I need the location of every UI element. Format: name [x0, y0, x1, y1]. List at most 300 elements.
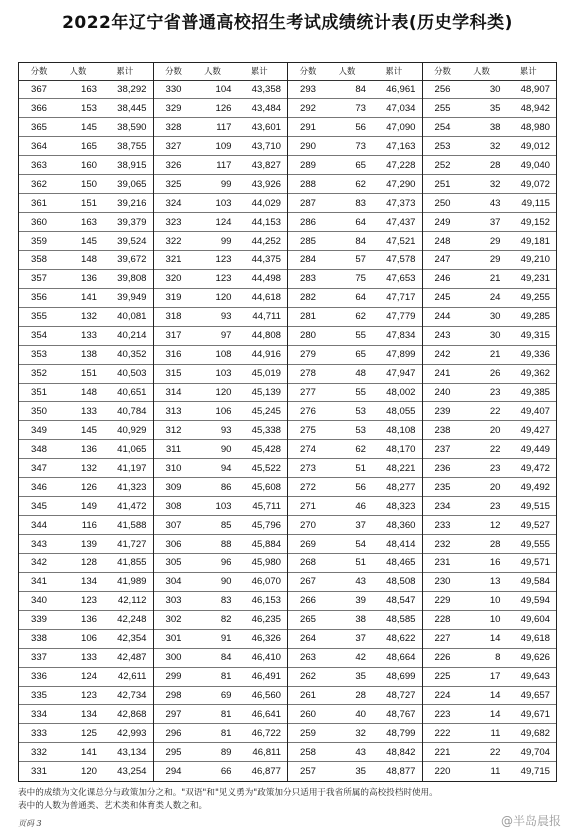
count-cell: 148 [80, 387, 97, 399]
count-cell: 66 [220, 766, 232, 778]
cumulative-cell: 40,081 [117, 311, 147, 323]
count-cell: 99 [220, 178, 232, 190]
score-cell: 237 [434, 443, 451, 455]
count-cell: 30 [489, 311, 501, 323]
cumulative-cell: 48,799 [386, 727, 416, 739]
count-cell: 73 [355, 102, 366, 114]
cumulative-cell: 46,070 [251, 576, 281, 588]
score-cell: 292 [299, 102, 316, 114]
score-cell: 279 [299, 349, 316, 361]
score-cell: 236 [434, 462, 451, 474]
score-cell: 284 [299, 254, 316, 266]
score-cell: 273 [299, 462, 316, 474]
header-score: 分数 [434, 66, 451, 77]
score-cell: 355 [30, 311, 47, 323]
count-cell: 145 [80, 424, 97, 436]
table-row [19, 175, 153, 194]
score-cell: 360 [30, 216, 47, 228]
count-cell: 73 [355, 140, 366, 152]
count-cell: 28 [489, 538, 501, 550]
score-cell: 225 [434, 671, 451, 683]
cumulative-cell: 49,012 [520, 140, 550, 152]
count-cell: 11 [490, 766, 501, 778]
count-cell: 124 [80, 671, 97, 683]
count-cell: 56 [355, 481, 366, 493]
cumulative-cell: 41,855 [117, 557, 147, 569]
cumulative-cell: 40,352 [117, 349, 147, 361]
table-row [19, 440, 153, 459]
table-row [423, 478, 557, 497]
count-cell: 84 [220, 652, 232, 664]
cumulative-cell: 39,216 [117, 197, 147, 209]
cumulative-cell: 49,515 [520, 500, 550, 512]
score-cell: 324 [165, 197, 182, 209]
score-cell: 285 [299, 235, 316, 247]
cumulative-cell: 45,019 [251, 368, 281, 380]
cumulative-cell: 45,608 [251, 481, 281, 493]
count-cell: 88 [220, 538, 232, 550]
table-row [288, 194, 422, 213]
score-cell: 341 [30, 576, 47, 588]
count-cell: 62 [355, 443, 366, 455]
table-row [423, 724, 557, 743]
table-row [154, 175, 288, 194]
count-cell: 32 [489, 140, 501, 152]
cumulative-cell: 48,664 [386, 652, 416, 664]
count-cell: 40 [355, 708, 366, 720]
table-row [19, 459, 153, 478]
score-cell: 342 [30, 557, 47, 569]
score-cell: 346 [30, 481, 47, 493]
header-cum: 累计 [250, 66, 268, 77]
table-row [423, 743, 557, 762]
cumulative-cell: 46,491 [251, 671, 281, 683]
count-cell: 64 [355, 292, 366, 304]
header-count: 人数 [338, 66, 356, 77]
score-cell: 267 [299, 576, 316, 588]
cumulative-cell: 42,611 [117, 671, 147, 683]
cumulative-cell: 49,492 [520, 481, 550, 493]
count-cell: 22 [489, 443, 501, 455]
count-cell: 8 [495, 652, 501, 664]
count-cell: 14 [489, 690, 501, 702]
table-row [423, 175, 557, 194]
score-cell: 339 [30, 614, 47, 626]
cumulative-cell: 44,029 [251, 197, 281, 209]
score-cell: 305 [165, 557, 182, 569]
cumulative-cell: 47,653 [386, 273, 416, 285]
table-row [154, 421, 288, 440]
score-cell: 367 [30, 84, 47, 96]
cumulative-cell: 49,682 [520, 727, 550, 739]
count-cell: 37 [355, 519, 366, 531]
score-cell: 298 [165, 690, 182, 702]
table-row [154, 289, 288, 308]
cumulative-cell: 49,210 [520, 254, 550, 266]
cumulative-cell: 48,907 [520, 84, 550, 96]
cumulative-cell: 44,375 [251, 254, 281, 266]
score-cell: 296 [165, 727, 182, 739]
cumulative-cell: 43,710 [251, 140, 281, 152]
count-cell: 125 [80, 727, 97, 739]
score-cell: 329 [165, 102, 182, 114]
score-cell: 264 [299, 633, 316, 645]
table-row [288, 99, 422, 118]
cumulative-cell: 46,811 [252, 746, 281, 758]
score-cell: 333 [30, 727, 47, 739]
count-cell: 153 [80, 102, 97, 114]
table-row [423, 232, 557, 251]
cumulative-cell: 48,055 [386, 405, 416, 417]
table-header [423, 63, 557, 81]
table-row [423, 81, 557, 100]
count-cell: 43 [355, 746, 366, 758]
footnote-2: 表中的人数为普通类、艺术类和体育类人数之和。 [18, 801, 208, 811]
count-cell: 56 [355, 121, 366, 133]
cumulative-cell: 47,437 [386, 216, 416, 228]
score-cell: 328 [165, 121, 182, 133]
table-row [19, 705, 153, 724]
score-cell: 243 [434, 330, 451, 342]
cumulative-cell: 44,252 [251, 235, 281, 247]
score-cell: 262 [299, 671, 316, 683]
score-cell: 263 [299, 652, 316, 664]
table-row [423, 365, 557, 384]
table-row [19, 592, 153, 611]
table-row [154, 724, 288, 743]
score-cell: 332 [30, 746, 47, 758]
count-cell: 82 [220, 614, 232, 626]
count-cell: 106 [215, 405, 232, 417]
table-row [423, 440, 557, 459]
cumulative-cell: 48,221 [386, 462, 416, 474]
score-cell: 268 [299, 557, 316, 569]
count-cell: 21 [489, 349, 501, 361]
table-row [288, 384, 422, 403]
count-cell: 48 [355, 368, 366, 380]
count-cell: 65 [355, 159, 366, 171]
cumulative-cell: 39,949 [117, 292, 147, 304]
cumulative-cell: 47,899 [386, 349, 416, 361]
count-cell: 39 [355, 595, 366, 607]
score-cell: 242 [434, 349, 451, 361]
count-cell: 136 [80, 273, 97, 285]
count-cell: 38 [489, 121, 501, 133]
count-cell: 23 [489, 462, 501, 474]
table-row [423, 156, 557, 175]
count-cell: 151 [80, 368, 97, 380]
score-cell: 289 [299, 159, 316, 171]
table-row [19, 762, 153, 781]
count-cell: 99 [220, 235, 232, 247]
count-cell: 163 [80, 84, 97, 96]
cumulative-cell: 46,560 [251, 690, 281, 702]
score-cell: 338 [30, 633, 47, 645]
score-cell: 356 [30, 292, 47, 304]
table-row [19, 421, 153, 440]
score-cell: 366 [30, 102, 47, 114]
cumulative-cell: 48,547 [386, 595, 416, 607]
cumulative-cell: 38,915 [117, 159, 147, 171]
table-row [19, 724, 153, 743]
table-row [288, 81, 422, 100]
table-row [288, 289, 422, 308]
count-cell: 37 [489, 216, 501, 228]
table-row [19, 99, 153, 118]
count-cell: 75 [355, 273, 366, 285]
table-row [423, 687, 557, 706]
table-row [288, 327, 422, 346]
cumulative-cell: 49,115 [521, 197, 550, 209]
score-cell: 282 [299, 292, 316, 304]
count-cell: 128 [80, 557, 97, 569]
table-row [423, 118, 557, 137]
count-cell: 150 [80, 178, 97, 190]
cumulative-cell: 42,248 [117, 614, 147, 626]
count-cell: 30 [489, 330, 501, 342]
score-cell: 294 [165, 766, 182, 778]
count-cell: 54 [355, 538, 366, 550]
score-cell: 231 [434, 557, 451, 569]
score-cell: 343 [30, 538, 47, 550]
footnotes [18, 787, 563, 813]
table-row [154, 137, 288, 156]
count-cell: 32 [489, 178, 501, 190]
score-cell: 277 [299, 387, 316, 399]
cumulative-cell: 48,277 [386, 481, 416, 493]
table-row [423, 194, 557, 213]
table-row [19, 156, 153, 175]
cumulative-cell: 48,622 [386, 633, 416, 645]
score-cell: 255 [434, 102, 451, 114]
table-row [423, 649, 557, 668]
table-row [154, 554, 288, 573]
cumulative-cell: 49,555 [520, 538, 550, 550]
count-cell: 22 [489, 746, 501, 758]
cumulative-cell: 45,139 [251, 387, 281, 399]
score-cell: 286 [299, 216, 316, 228]
table-row [19, 365, 153, 384]
cumulative-cell: 49,231 [520, 273, 550, 285]
score-cell: 325 [165, 178, 182, 190]
cumulative-cell: 45,428 [251, 443, 281, 455]
count-cell: 23 [489, 387, 501, 399]
table-row [288, 724, 422, 743]
cumulative-cell: 38,445 [117, 102, 147, 114]
count-cell: 103 [215, 500, 232, 512]
cumulative-cell: 49,152 [520, 216, 550, 228]
count-cell: 132 [80, 462, 97, 474]
table-row [19, 573, 153, 592]
count-cell: 136 [80, 443, 97, 455]
cumulative-cell: 44,808 [251, 330, 281, 342]
table-row [423, 705, 557, 724]
cumulative-cell: 48,508 [386, 576, 416, 588]
cumulative-cell: 49,285 [520, 311, 550, 323]
cumulative-cell: 49,315 [520, 330, 550, 342]
header-score: 分数 [165, 66, 182, 77]
cumulative-cell: 49,715 [520, 766, 550, 778]
table-row [19, 535, 153, 554]
count-cell: 123 [80, 690, 97, 702]
count-cell: 86 [220, 481, 232, 493]
cumulative-cell: 47,373 [386, 197, 416, 209]
watermark: @半岛晨报 [500, 814, 561, 828]
count-cell: 57 [355, 254, 366, 266]
table-row [154, 346, 288, 365]
count-cell: 35 [355, 671, 366, 683]
cumulative-cell: 48,842 [386, 746, 416, 758]
score-cell: 241 [434, 368, 451, 380]
count-cell: 133 [80, 405, 97, 417]
table-row [288, 668, 422, 687]
count-cell: 14 [489, 708, 501, 720]
count-cell: 90 [220, 443, 232, 455]
count-cell: 69 [220, 690, 232, 702]
cumulative-cell: 49,255 [520, 292, 550, 304]
count-cell: 93 [220, 424, 232, 436]
count-cell: 124 [215, 216, 232, 228]
score-cell: 270 [299, 519, 316, 531]
cumulative-cell: 41,197 [117, 462, 147, 474]
cumulative-cell: 48,942 [520, 102, 550, 114]
cumulative-cell: 47,228 [386, 159, 416, 171]
score-cell: 310 [165, 462, 182, 474]
score-cell: 221 [434, 746, 451, 758]
score-cell: 322 [165, 235, 182, 247]
header-count: 人数 [204, 66, 221, 77]
table-row [154, 402, 288, 421]
count-cell: 10 [489, 595, 501, 607]
score-cell: 280 [299, 330, 316, 342]
table-row [288, 516, 422, 535]
cumulative-cell: 48,877 [386, 766, 416, 778]
score-cell: 317 [165, 330, 182, 342]
table-row [423, 99, 557, 118]
count-cell: 103 [215, 197, 232, 209]
score-cell: 330 [165, 84, 182, 96]
cumulative-cell: 47,947 [386, 368, 416, 380]
count-cell: 117 [216, 121, 232, 133]
score-cell: 281 [299, 311, 316, 323]
score-cell: 313 [165, 405, 182, 417]
score-cell: 336 [30, 671, 47, 683]
cumulative-cell: 39,065 [117, 178, 147, 190]
table-header [19, 63, 153, 81]
count-cell: 117 [216, 159, 232, 171]
score-cell: 283 [299, 273, 316, 285]
table-row [423, 573, 557, 592]
count-cell: 20 [489, 481, 501, 493]
cumulative-cell: 48,323 [386, 500, 416, 512]
cumulative-cell: 39,379 [117, 216, 147, 228]
count-cell: 163 [80, 216, 97, 228]
cumulative-cell: 41,065 [117, 443, 147, 455]
cumulative-cell: 43,484 [251, 102, 281, 114]
count-cell: 22 [489, 405, 501, 417]
count-cell: 29 [489, 235, 501, 247]
cumulative-cell: 48,585 [386, 614, 416, 626]
table-row [154, 611, 288, 630]
table-row [423, 592, 557, 611]
cumulative-cell: 47,090 [386, 121, 416, 133]
cumulative-cell: 45,796 [251, 519, 281, 531]
table-row [19, 402, 153, 421]
score-cell: 238 [434, 424, 451, 436]
count-cell: 106 [80, 633, 97, 645]
table-row [423, 289, 557, 308]
score-cell: 224 [434, 690, 451, 702]
cumulative-cell: 46,722 [251, 727, 281, 739]
table-row [154, 649, 288, 668]
score-cell: 235 [434, 481, 451, 493]
count-cell: 132 [80, 311, 97, 323]
count-cell: 16 [489, 557, 501, 569]
table-row [288, 478, 422, 497]
score-cell: 290 [299, 140, 316, 152]
score-cell: 261 [299, 690, 316, 702]
table-row [19, 81, 153, 100]
header-cum: 累计 [385, 66, 403, 77]
table-row [19, 649, 153, 668]
cumulative-cell: 40,651 [117, 387, 147, 399]
score-cell: 269 [299, 538, 316, 550]
cumulative-cell: 47,290 [386, 178, 416, 190]
score-cell: 320 [165, 273, 182, 285]
score-cell: 352 [30, 368, 47, 380]
score-cell: 363 [30, 159, 47, 171]
score-cell: 295 [165, 746, 182, 758]
count-cell: 145 [80, 121, 97, 133]
score-cell: 351 [30, 387, 47, 399]
score-statistics-table [18, 62, 557, 782]
table-block-4 [422, 63, 557, 781]
cumulative-cell: 43,358 [251, 84, 281, 96]
table-row [19, 251, 153, 270]
score-cell: 271 [299, 500, 316, 512]
table-row [19, 478, 153, 497]
count-cell: 10 [489, 614, 501, 626]
cumulative-cell: 39,808 [117, 273, 147, 285]
cumulative-cell: 42,868 [117, 708, 147, 720]
table-row [423, 270, 557, 289]
score-cell: 253 [434, 140, 451, 152]
score-cell: 297 [165, 708, 182, 720]
cumulative-cell: 47,034 [386, 102, 416, 114]
cumulative-cell: 46,641 [251, 708, 281, 720]
table-row [288, 535, 422, 554]
count-cell: 81 [220, 671, 232, 683]
score-cell: 233 [434, 519, 451, 531]
count-cell: 84 [355, 235, 366, 247]
table-row [154, 516, 288, 535]
page-number: 页码 3 [18, 819, 42, 828]
table-row [19, 213, 153, 232]
table-row [19, 630, 153, 649]
table-block-1 [19, 63, 153, 781]
score-cell: 344 [30, 519, 47, 531]
score-cell: 247 [434, 254, 451, 266]
count-cell: 53 [355, 424, 366, 436]
cumulative-cell: 49,362 [520, 368, 550, 380]
score-cell: 250 [434, 197, 451, 209]
table-row [423, 516, 557, 535]
cumulative-cell: 46,153 [251, 595, 281, 607]
cumulative-cell: 42,487 [117, 652, 147, 664]
count-cell: 55 [355, 387, 366, 399]
score-cell: 274 [299, 443, 316, 455]
cumulative-cell: 44,153 [251, 216, 281, 228]
